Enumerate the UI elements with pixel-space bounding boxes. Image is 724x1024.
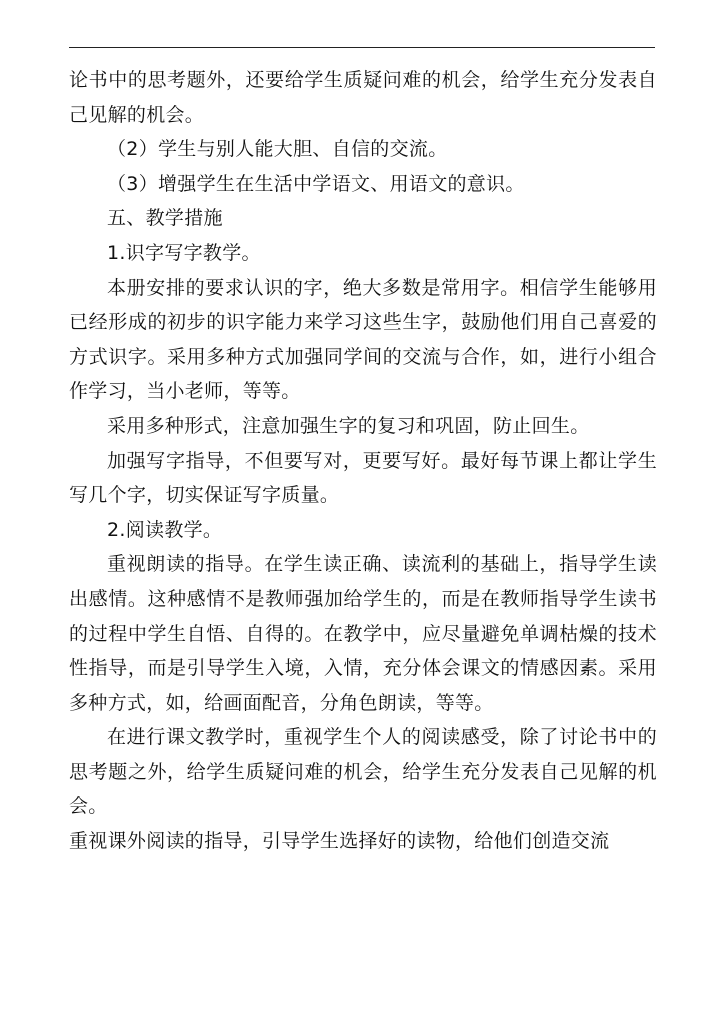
header-rule xyxy=(69,47,655,48)
subsection-heading-literacy: 1.识字写字教学。 xyxy=(107,241,261,264)
paragraph-continuation: 论书中的思考题外，还要给学生质疑问难的机会，给学生充分发表自己见解的机会。 xyxy=(69,69,657,126)
section-heading: 五、教学措施 xyxy=(107,207,223,230)
document-body xyxy=(69,63,657,859)
paragraph-truncated: 重视课外阅读的指导，引导学生选择好的读物，给他们创造交流 xyxy=(69,830,610,853)
paragraph: 本册安排的要求认识的字，绝大多数是常用字。相信学生能够用已经形成的初步的识字能力来学习这些生字，鼓励他们用自己喜爱的方式识字。采用多种方式加强同学间的交流与合作，如，进行小组合作学习，当小老师，等等。 xyxy=(69,276,657,403)
paragraph: 重视朗读的指导。在学生读正确、读流利的基础上，指导学生读出感情。这种感情不是教师强加给学生的，而是在教师指导学生读书的过程中学生自悟、自得的。在教学中，应尽量避免单调枯燥的技术性指导，而是引导学生入境，入情，充分体会课文的情感因素。采用多种方式，如，给画面配音，分角色朗读，等等。 xyxy=(69,553,657,714)
list-item-3: （3）增强学生在生活中学语文、用语文的意识。 xyxy=(107,172,525,195)
paragraph: 在进行课文教学时，重视学生个人的阅读感受，除了讨论书中的思考题之外，给学生质疑问难的机会，给学生充分发表自己见解的机会。 xyxy=(69,726,657,818)
paragraph: 加强写字指导，不但要写对，更要写好。最好每节课上都让学生写几个字，切实保证写字质量。 xyxy=(69,449,657,507)
list-item-2: （2）学生与别人能大胆、自信的交流。 xyxy=(107,138,448,161)
paragraph: 采用多种形式，注意加强生字的复习和巩固，防止回生。 xyxy=(107,414,590,437)
subsection-heading-reading: 2.阅读教学。 xyxy=(107,518,223,541)
